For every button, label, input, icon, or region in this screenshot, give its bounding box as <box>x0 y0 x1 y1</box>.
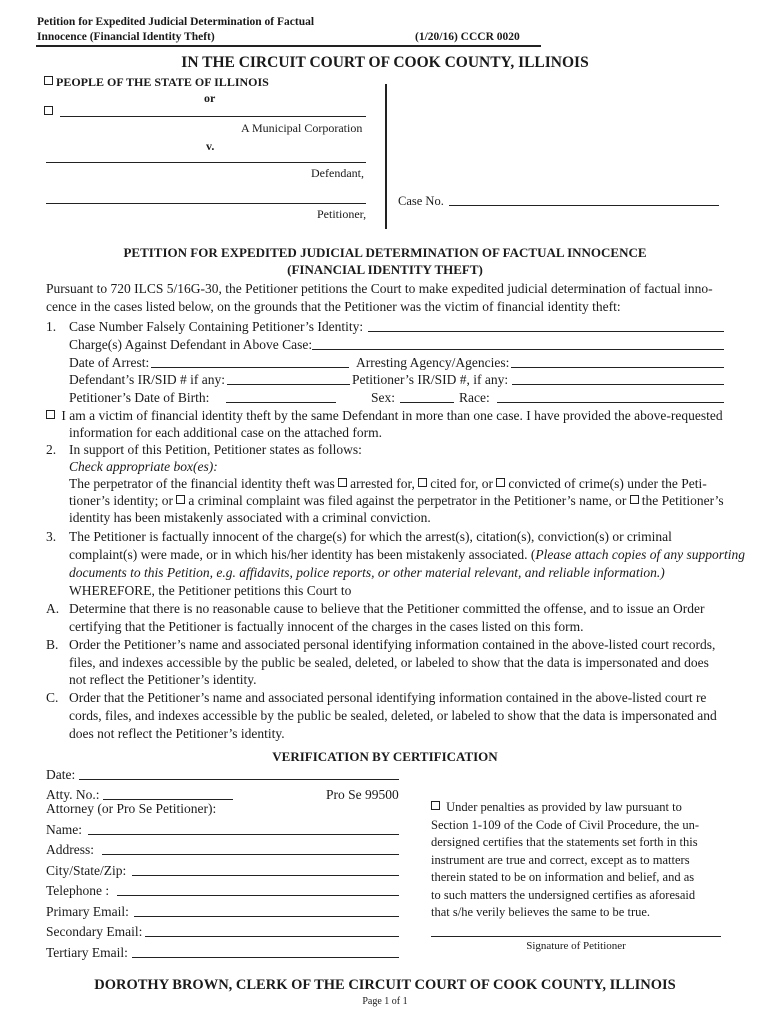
agency-label: Arresting Agency/Agencies: <box>356 355 510 370</box>
address-label: Address: <box>46 842 94 857</box>
check-boxes-note: Check appropriate box(es): <box>69 459 218 474</box>
primary-email-field[interactable] <box>134 916 399 917</box>
pet-irsid-field[interactable] <box>512 384 724 385</box>
itemA-line2: certifying that the Petitioner is factually innocent of the charges in the cases listed on this form. <box>69 619 584 634</box>
itemB-line2: files, and indexes accessible by the public be sealed, deleted, or labeled to show that the data is impersonated and does <box>69 655 709 670</box>
wherefore: WHEREFORE, the Petitioner petitions this Court to <box>69 583 352 598</box>
defendant-line[interactable] <box>46 162 366 163</box>
multi-case-line1 <box>46 408 723 424</box>
cert-line-2: Section 1-109 of the Code of Civil Procedure, the un- <box>431 817 699 832</box>
itemC-line1: Order that the Petitioner’s name and associated personal identifying information contained in the above-listed court re <box>69 690 707 705</box>
item2-l4a: tioner’s identity; or <box>69 493 173 508</box>
petition-title-line1: PETITION FOR EXPEDITED JUDICIAL DETERMINATION OF FACTUAL INNOCENCE <box>123 245 647 260</box>
item2-line5: identity has been mistakenly associated with a criminal conviction. <box>69 510 431 525</box>
pro-se-label: Pro Se 99500 <box>326 787 399 802</box>
telephone-label: Telephone : <box>46 883 110 898</box>
item3-line2 <box>69 547 745 563</box>
case-number-field[interactable] <box>368 331 724 332</box>
arrested-label: arrested for, <box>350 476 415 491</box>
name-label: Name: <box>46 822 82 837</box>
cited-label: cited for, or <box>430 476 494 491</box>
page-number: Page 1 of 1 <box>362 996 408 1007</box>
case-no-label: Case No. <box>398 194 444 208</box>
court-title: IN THE CIRCUIT COURT OF COOK COUNTY, ILLINOIS <box>181 54 589 71</box>
case-number-label: Case Number Falsely Containing Petitioner’s Identity: <box>69 319 364 334</box>
address-field[interactable] <box>102 854 399 855</box>
caption-divider <box>385 84 387 229</box>
agency-field[interactable] <box>511 367 724 368</box>
signature-field[interactable] <box>431 936 721 937</box>
other-plaintiff-option <box>44 105 56 120</box>
form-header-line2: Innocence (Financial Identity Theft) <box>37 31 215 43</box>
itemA-letter: A. <box>46 601 60 616</box>
itemC-line3: does not reflect the Petitioner’s identity. <box>69 726 285 741</box>
race-field[interactable] <box>497 402 724 403</box>
clerk-footer: DOROTHY BROWN, CLERK OF THE CIRCUIT COURT OF COOK COUNTY, ILLINOIS <box>94 977 676 993</box>
item2-number: 2. <box>46 442 57 457</box>
v-label: v. <box>206 139 215 153</box>
item2-line4 <box>69 493 724 509</box>
certification-checkbox[interactable] <box>431 801 440 810</box>
attorney-label: Attorney (or Pro Se Petitioner): <box>46 801 217 816</box>
itemB-line3: not reflect the Petitioner’s identity. <box>69 672 257 687</box>
name-field[interactable] <box>88 834 399 835</box>
arrested-checkbox[interactable] <box>338 478 347 487</box>
tertiary-email-label: Tertiary Email: <box>46 945 128 960</box>
convicted-label: convicted of crime(s) under the Peti- <box>508 476 707 491</box>
associated-label: the Petitioner’s <box>641 493 724 508</box>
cert-line-4: instrument are true and correct, except as to matters <box>431 852 690 867</box>
item3-line1: The Petitioner is factually innocent of the charge(s) for which the arrest(s), citation(s), conviction(s) or criminal <box>69 529 672 544</box>
def-irsid-label: Defendant’s IR/SID # if any: <box>69 372 225 387</box>
date-arrest-field[interactable] <box>151 367 349 368</box>
multi-case-line2: information for each additional case on the attached form. <box>69 425 382 440</box>
secondary-email-label: Secondary Email: <box>46 924 143 939</box>
date-arrest-label: Date of Arrest: <box>69 355 150 370</box>
cert-line-3: dersigned certifies that the statements set forth in this <box>431 835 698 849</box>
item3-number: 3. <box>46 529 57 544</box>
race-label: Race: <box>459 390 490 405</box>
signature-label: Signature of Petitioner <box>526 940 626 952</box>
petitioner-line[interactable] <box>46 203 366 204</box>
multi-case-checkbox[interactable] <box>46 410 55 419</box>
item3-line3: documents to this Petition, e.g. affidavits, police reports, or other material relevant, and reliable information.) <box>69 565 665 580</box>
date-field[interactable] <box>79 779 399 780</box>
complaint-label: a criminal complaint was filed against the perpetrator in the Petitioner’s name, or <box>188 493 627 508</box>
itemA-line1: Determine that there is no reasonable cause to believe that the Petitioner committed the offense, and to issue an Order <box>69 601 705 616</box>
itemC-letter: C. <box>46 690 59 705</box>
itemB-letter: B. <box>46 637 59 652</box>
dob-label: Petitioner’s Date of Birth: <box>69 390 210 405</box>
intro-line1: Pursuant to 720 ILCS 5/16G-30, the Petitioner petitions the Court to make expedited judicial determination of factual inno- <box>46 281 713 296</box>
city-field[interactable] <box>132 875 399 876</box>
atty-no-field[interactable] <box>103 799 233 800</box>
charges-field[interactable] <box>312 349 724 350</box>
people-option <box>44 75 269 90</box>
petitioner-label: Petitioner, <box>317 207 367 221</box>
item2-l3a: The perpetrator of the financial identity theft was <box>69 476 335 491</box>
date-label: Date: <box>46 767 76 782</box>
petition-title-line2: (FINANCIAL IDENTITY THEFT) <box>287 262 483 277</box>
pet-irsid-label: Petitioner’s IR/SID #, if any: <box>352 372 509 387</box>
cited-checkbox[interactable] <box>418 478 427 487</box>
itemB-line1: Order the Petitioner’s name and associated personal identifying information contained in the above-listed court records, <box>69 637 716 652</box>
cert-line-1 <box>431 799 699 817</box>
cert-line-7: that s/he verily believes the same to be true. <box>431 905 651 919</box>
charges-label: Charge(s) Against Defendant in Above Case: <box>69 337 313 352</box>
cert-line-5: therein stated to be on information and belief, and as <box>431 870 695 884</box>
dob-field[interactable] <box>226 402 336 403</box>
item2-line3 <box>69 476 707 492</box>
itemC-line2: cords, files, and indexes accessible by the public be sealed, deleted, or labeled to show that the data is impersonated and <box>69 708 717 723</box>
item1-number: 1. <box>46 319 57 334</box>
def-irsid-field[interactable] <box>227 384 350 385</box>
header-rule <box>36 45 541 47</box>
tertiary-email-field[interactable] <box>132 957 399 958</box>
cert-line-6: to such matters the undersigned certifies as aforesaid <box>431 887 696 902</box>
sex-label: Sex: <box>371 390 396 405</box>
associated-checkbox[interactable] <box>630 495 639 504</box>
cert-line-1-text: Under penalties as provided by law pursuant to <box>446 800 682 814</box>
secondary-email-field[interactable] <box>145 936 399 937</box>
item2-line1: In support of this Petition, Petitioner states as follows: <box>69 442 362 457</box>
intro-line2: cence in the cases listed below, on the grounds that the Petitioner was the victim of financial identity theft: <box>46 299 621 314</box>
primary-email-label: Primary Email: <box>46 904 129 919</box>
verification-title: VERIFICATION BY CERTIFICATION <box>272 749 498 764</box>
people-label: PEOPLE OF THE STATE OF ILLINOIS <box>56 75 269 89</box>
multi-case-text: I am a victim of financial identity theft by the same Defendant in more than one case. I have provided the above-requested <box>61 408 723 423</box>
or-label: or <box>204 91 216 105</box>
people-checkbox[interactable] <box>44 76 53 85</box>
case-no-field[interactable] <box>449 205 719 206</box>
convicted-checkbox[interactable] <box>496 478 505 487</box>
complaint-checkbox[interactable] <box>176 495 185 504</box>
municipal-label: A Municipal Corporation <box>241 121 363 135</box>
item3-line2a: complaint(s) were made, or in which his/her identity has been mistakenly associated. ( <box>69 547 536 562</box>
certification-text <box>431 799 699 922</box>
other-plaintiff-line[interactable] <box>60 116 366 117</box>
atty-no-label: Atty. No.: <box>46 787 100 802</box>
sex-field[interactable] <box>400 402 454 403</box>
form-code: (1/20/16) CCCR 0020 <box>415 31 520 43</box>
form-header-line1: Petition for Expedited Judicial Determination of Factual <box>37 16 315 28</box>
item3-line2b: Please attach copies of any supporting <box>535 547 745 562</box>
city-label: City/State/Zip: <box>46 863 127 878</box>
defendant-label: Defendant, <box>311 166 364 180</box>
telephone-field[interactable] <box>117 895 399 896</box>
other-plaintiff-checkbox[interactable] <box>44 106 53 115</box>
